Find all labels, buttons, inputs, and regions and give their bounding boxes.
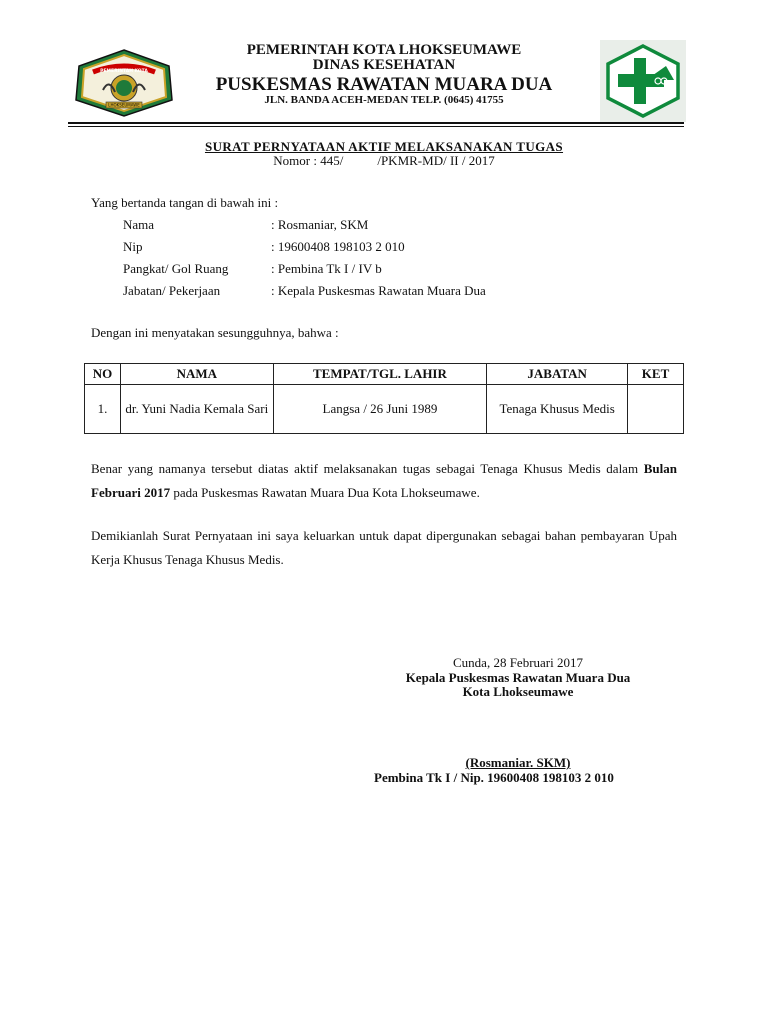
number-suffix: /PKMR-MD/ II / 2017 (377, 153, 495, 168)
identity-value: : Rosmaniar, SKM (271, 217, 369, 232)
cell-jabatan: Tenaga Khusus Medis (487, 385, 628, 434)
identity-row-rank (123, 261, 382, 277)
signer-position: Kepala Puskesmas Rawatan Muara Dua (405, 670, 631, 685)
table-header-row (85, 364, 684, 385)
identity-value: : Kepala Puskesmas Rawatan Muara Dua (271, 283, 486, 298)
government-name: PEMERINTAH KOTA LHOKSEUMAWE (246, 42, 522, 58)
identity-value: : 19600408 198103 2 010 (271, 239, 405, 254)
institution-name: PUSKESMAS RAWATAN MUARA DUA (215, 74, 553, 95)
header-nama: NAMA (120, 364, 273, 385)
cell-no: 1. (85, 385, 121, 434)
header-jabatan: JABATAN (487, 364, 628, 385)
staff-table (84, 363, 684, 434)
identity-label: Nip (123, 239, 143, 254)
document-title: SURAT PERNYATAAN AKTIF MELAKSANAKAN TUGAS (204, 139, 564, 154)
cell-ttl: Langsa / 26 Juni 1989 (273, 385, 487, 434)
institution-address: JLN. BANDA ACEH-MEDAN TELP. (0645) 41755 (264, 94, 504, 106)
header-rule-thick (68, 122, 684, 124)
identity-label: Nama (123, 217, 155, 232)
signer-rank-nip: Pembina Tk I / Nip. 19600408 198103 2 010 (374, 770, 614, 785)
identity-label: Jabatan/ Pekerjaan (123, 283, 221, 298)
header-rule-thin (68, 126, 684, 127)
number-prefix: Nomor : 445/ (273, 153, 344, 168)
header-no: NO (85, 364, 121, 385)
header-ket: KET (628, 364, 684, 385)
identity-label: Pangkat/ Gol Ruang (123, 261, 229, 276)
identity-row-position (123, 283, 486, 299)
table-row (85, 385, 684, 434)
cell-ket (628, 385, 684, 434)
paragraph1-before: Benar yang namanya tersebut diatas aktif melaksanakan tugas sebagai Tenaga Khusus Medis dalam (91, 461, 644, 476)
paragraph-closing: Demikianlah Surat Pernyataan ini saya keluarkan untuk dapat dipergunakan sebagai bahan pembayaran Upah Kerja Khusus Tenaga Khusus Medis. (91, 528, 677, 567)
identity-row-name (123, 217, 368, 233)
place-date: Cunda, 28 Februari 2017 (453, 655, 583, 670)
paragraph1-after: pada Puskesmas Rawatan Muara Dua Kota Lhokseumawe. (170, 485, 480, 500)
identity-value: : Pembina Tk I / IV b (271, 261, 382, 276)
cell-nama: dr. Yuni Nadia Kemala Sari (120, 385, 273, 434)
statement-text: Dengan ini menyatakan sesungguhnya, bahwa : (91, 325, 339, 340)
signer-name: (Rosmaniar. SKM) (465, 755, 571, 770)
paragraph1-month: Bulan Februari 2017 (91, 461, 677, 500)
signer-city: Kota Lhokseumawe (462, 684, 574, 699)
identity-row-nip (123, 239, 405, 255)
document-number (0, 153, 768, 169)
svg-text:PEMERINTAH KOTA: PEMERINTAH KOTA (100, 69, 148, 74)
svg-text:LHOKSEUMAWE: LHOKSEUMAWE (108, 102, 140, 108)
paragraph-active-duty (91, 457, 677, 505)
department-name: DINAS KESEHATAN (312, 57, 456, 73)
intro-text: Yang bertanda tangan di bawah ini : (91, 195, 279, 210)
puskesmas-logo (600, 40, 686, 122)
header-ttl: TEMPAT/TGL. LAHIR (273, 364, 487, 385)
